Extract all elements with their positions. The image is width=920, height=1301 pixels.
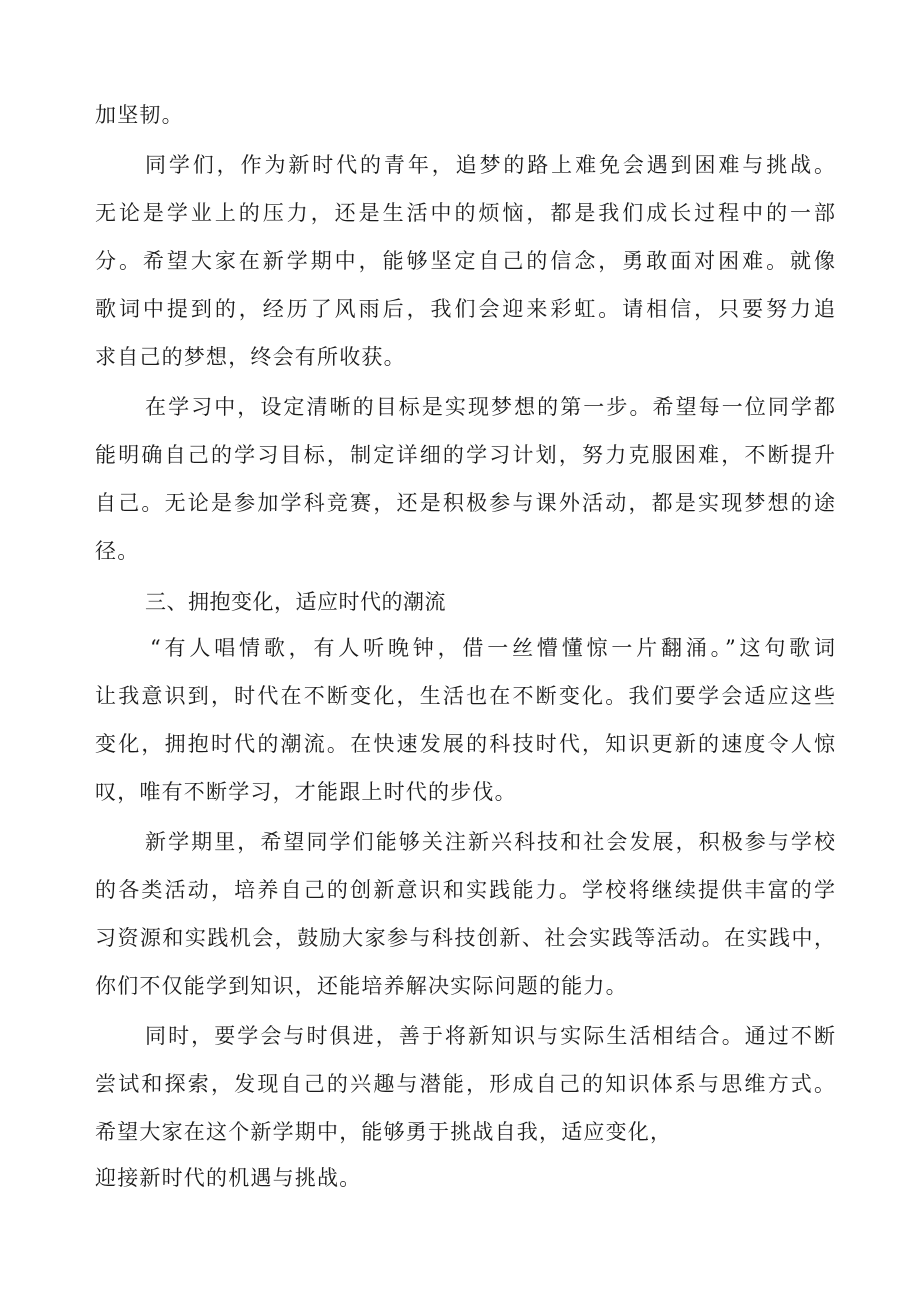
- text-line: 能明确自己的学习目标，制定详细的学习计划，努力克服困难，不断提升: [95, 443, 835, 467]
- text-line: 同时，要学会与时俱进，善于将新知识与实际生活相结合。通过不断: [145, 1024, 835, 1048]
- text-line: 你们不仅能学到知识，还能培养解决实际问题的能力。: [95, 974, 628, 998]
- text-line: 自己。无论是参加学科竞赛，还是积极参与课外活动，都是实现梦想的途: [95, 491, 835, 515]
- text-line: 习资源和实践机会，鼓励大家参与科技创新、社会实践等活动。在实践中，: [95, 926, 835, 950]
- text-line: 无论是学业上的压力，还是生活中的烦恼，都是我们成长过程中的一部: [95, 201, 835, 225]
- text-line: 分。希望大家在新学期中，能够坚定自己的信念，勇敢面对困难。就像: [95, 249, 835, 273]
- text-line: 加坚韧。: [95, 103, 184, 127]
- text-line: 叹，唯有不断学习，才能跟上时代的步伐。: [95, 780, 517, 804]
- text-line: “有人唱情歌，有人听晚钟，借一丝懵懂惊一片翻涌。”这句歌词: [150, 636, 835, 660]
- section-heading: 三、拥抱变化，适应时代的潮流: [145, 590, 446, 614]
- text-line: 迎接新时代的机遇与挑战。: [95, 1166, 362, 1190]
- text-line: 希望大家在这个新学期中，能够勇于挑战自我，适应变化，: [95, 1120, 673, 1144]
- text-line: 求自己的梦想，终会有所收获。: [95, 345, 406, 369]
- text-line: 变化，拥抱时代的潮流。在快速发展的科技时代，知识更新的速度令人惊: [95, 732, 835, 756]
- text-line: 同学们，作为新时代的青年，追梦的路上难免会遇到困难与挑战。: [145, 153, 835, 177]
- text-line: 让我意识到，时代在不断变化，生活也在不断变化。我们要学会适应这些: [95, 684, 835, 708]
- text-line: 歌词中提到的，经历了风雨后，我们会迎来彩虹。请相信，只要努力追: [95, 297, 835, 321]
- text-line: 的各类活动，培养自己的创新意识和实践能力。学校将继续提供丰富的学: [95, 878, 835, 902]
- text-line: 尝试和探索，发现自己的兴趣与潜能，形成自己的知识体系与思维方式。: [95, 1072, 835, 1096]
- text-line: 在学习中，设定清晰的目标是实现梦想的第一步。希望每一位同学都: [145, 395, 835, 419]
- text-line: 新学期里，希望同学们能够关注新兴科技和社会发展，积极参与学校: [145, 830, 835, 854]
- text-line: 径。: [95, 539, 140, 563]
